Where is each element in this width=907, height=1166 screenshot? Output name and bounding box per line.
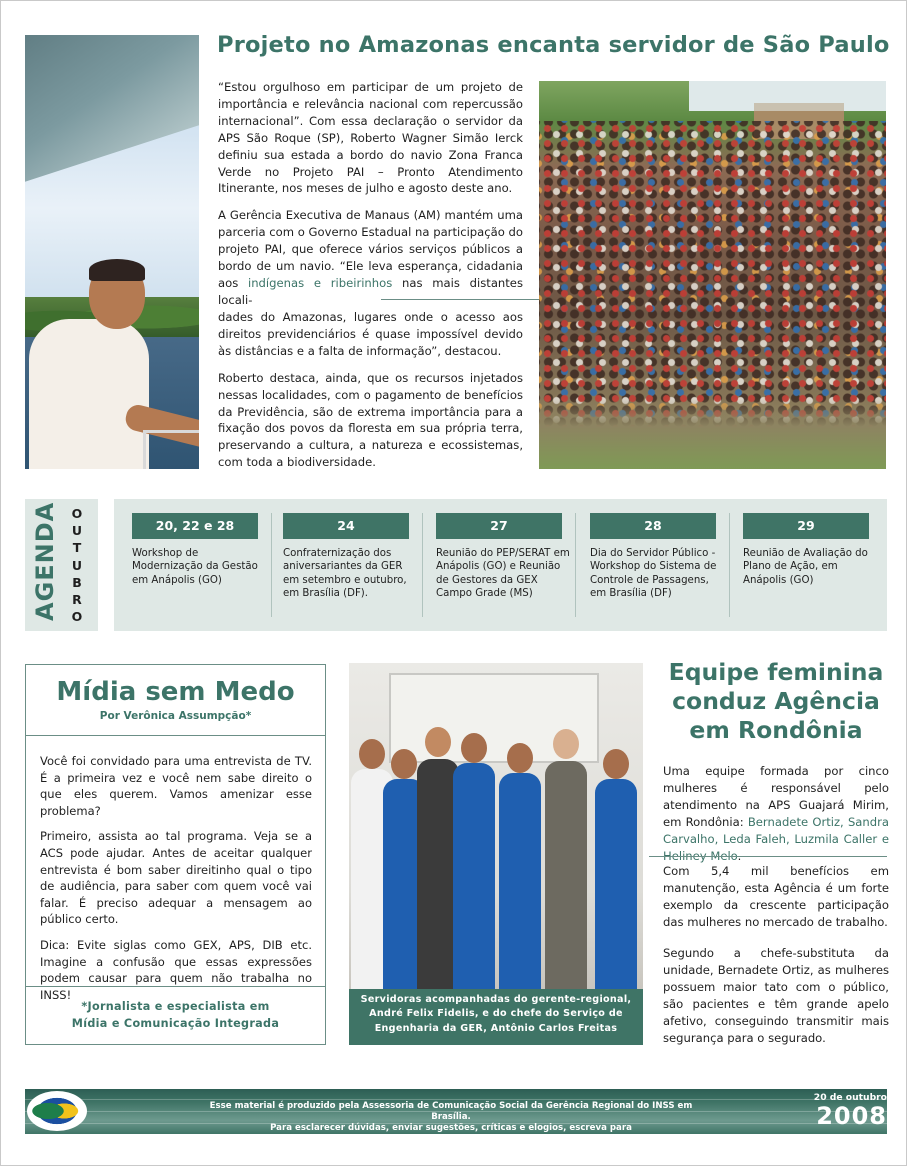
equipe-paragraph-3: Segundo a chefe-substituta da unidade, Bernadete Ortiz, as mulheres possuem maior tato com o público, são pacientes e têm grande apelo afetivo, conseguindo transmitir mais segurança para o segurado. bbox=[663, 946, 889, 1045]
agenda-event bbox=[743, 513, 877, 587]
equipe-p1-end: . bbox=[737, 848, 742, 863]
column-footnote bbox=[26, 998, 325, 1032]
agenda-event-date: 24 bbox=[283, 513, 409, 539]
agenda-event-date: 20, 22 e 28 bbox=[132, 513, 258, 539]
month-letter: U bbox=[71, 523, 83, 539]
month-letter: B bbox=[72, 574, 82, 590]
agenda-event bbox=[436, 513, 570, 601]
photo-roberto-on-boat bbox=[25, 35, 199, 469]
agenda-separator bbox=[729, 513, 730, 617]
photo-crowd-riverside bbox=[539, 81, 886, 469]
caption-line: Servidoras acompanhadas do gerente-regional, bbox=[360, 994, 632, 1005]
agenda-separator bbox=[575, 513, 576, 617]
highlight-indigenas: indígenas e ribeirinhos bbox=[247, 275, 393, 290]
agenda-event-desc: Confraternização dos aniversariantes da GER em setembro e outubro, em Brasília (DF). bbox=[283, 548, 407, 600]
equipe-p1-text: Uma equipe formada por cinco mulheres é responsável pelo atendimento na APS Guajará Mirim, em Rondônia: bbox=[663, 764, 889, 829]
agenda-event-date: 29 bbox=[743, 513, 869, 539]
divider-line bbox=[26, 986, 325, 987]
edition-date: 20 de outubro bbox=[813, 1092, 887, 1103]
agenda-separator bbox=[422, 513, 423, 617]
agenda-event-desc: Dia do Servidor Público - Workshop do Sistema de Controle de Passagens, em Brasília (DF) bbox=[590, 548, 717, 600]
article-body-top bbox=[218, 79, 523, 319]
article-body-bottom bbox=[218, 309, 523, 481]
article-title: Projeto no Amazonas encanta servidor de São Paulo bbox=[217, 32, 890, 58]
agenda-event bbox=[283, 513, 417, 601]
photo-group-image bbox=[349, 663, 643, 989]
column-title: Mídia sem Medo bbox=[56, 677, 295, 707]
equipe-title-line: em Rondônia bbox=[689, 716, 863, 744]
divider-line bbox=[381, 299, 539, 300]
equipe-paragraph-2: Com 5,4 mil benefícios em manutenção, esta Agência é um forte exemplo da crescente participação das mulheres no mercado de trabalho. bbox=[663, 864, 889, 929]
agenda-separator bbox=[271, 513, 272, 617]
divider-line bbox=[26, 735, 325, 736]
equipe-names-highlight: Bernadete Ortiz, Sandra Carvalho, Leda Faleh, Luzmila Caller e Heliney Melo bbox=[663, 814, 889, 863]
agenda-label: AGENDA bbox=[31, 501, 59, 621]
equipe-title bbox=[663, 658, 889, 745]
inss-logo-icon bbox=[27, 1091, 87, 1131]
agenda-event-desc: Workshop de Modernização da Gestão em Anápolis (GO) bbox=[132, 548, 258, 586]
article-paragraph-1: “Estou orgulhoso em participar de um projeto de importância e relevância nacional com repercussão internacional”. Com essa declaração o servidor da APS São Roque (SP), Roberto Wagner Simão Ierck definiu sua estada a bordo do navio Zona Franca Verde no Projeto PAI – Pronto Atendimento Itinerante, nos meses de julho e agosto deste ano. bbox=[218, 80, 523, 196]
caption-line: Engenharia da GER, Antônio Carlos Freitas bbox=[374, 1022, 618, 1034]
column-body bbox=[40, 753, 312, 1012]
article-paragraph-2-text: A Gerência Executiva de Manaus (AM) mantém uma parceria com o Governo Estadual na participação do projeto PAI, que oferece vários serviços públicos a bordo de um navio. “Ele leva esperança, cidadania aos bbox=[218, 208, 523, 290]
footer-line: Esse material é produzido pela Assessoria de Comunicação Social da Gerência Regional do INSS em Brasília. bbox=[209, 1101, 693, 1122]
column-paragraph-3: Dica: Evite siglas como GEX, APS, DIB etc. Imagine a confusão que essas expressões podem causar para quem não trabalha no INSS! bbox=[40, 937, 312, 1002]
equipe-title-line: Equipe feminina bbox=[668, 658, 884, 686]
month-letter: O bbox=[71, 506, 83, 521]
equipe-paragraph-1 bbox=[663, 763, 889, 864]
month-letter: R bbox=[72, 592, 82, 608]
article-paragraph-4: Roberto destaca, ainda, que os recursos injetados nessas localidades, com o pagamento de benefícios da Previdência, são de extrema importância para a fixação dos povos da floresta em sua própria terra, preservando a cultura, a natureza e ecossistemas, com toda a biodiversidade. bbox=[218, 370, 523, 470]
agenda-event bbox=[590, 513, 724, 601]
footer-credits bbox=[191, 1101, 711, 1145]
month-letter: O bbox=[71, 609, 83, 625]
column-midia-sem-medo bbox=[25, 664, 326, 1045]
agenda-event-date: 27 bbox=[436, 513, 562, 539]
equipe-title-line: conduz Agência bbox=[672, 687, 880, 715]
photo-caption bbox=[349, 993, 643, 1036]
column-paragraph-2: Primeiro, assista ao tal programa. Veja se a ACS pode ajudar. Antes de aceitar qualquer entrevista é bom saber direitinho qual o tipo de audiência, para saber com quem você vai falar. É preciso adequar a mensagem ao público certo. bbox=[40, 829, 312, 927]
agenda-event-desc: Reunião do PEP/SERAT em Anápolis (GO) e Reunião de Gestores da GEX Campo Grade (MS) bbox=[436, 548, 570, 600]
divider-line bbox=[649, 856, 887, 857]
agenda-month bbox=[69, 505, 85, 625]
edition-number: Edição nº 16 bbox=[816, 1079, 887, 1090]
column-byline: Por Verônica Assumpção* bbox=[99, 710, 252, 722]
agenda-event-desc: Reunião de Avaliação do Plano de Ação, em Anápolis (GO) bbox=[743, 548, 868, 586]
article-paragraph-2-end: nas mais distantes locali- bbox=[218, 275, 523, 307]
photo-group-servidoras bbox=[349, 663, 643, 1045]
month-letter: T bbox=[72, 540, 82, 556]
agenda-event-date: 28 bbox=[590, 513, 716, 539]
footnote-line: *Jornalista e especialista em bbox=[81, 1000, 270, 1013]
edition-year: 2008 bbox=[816, 1102, 887, 1130]
month-letter: U bbox=[71, 557, 83, 573]
column-paragraph-1: Você foi convidado para uma entrevista de TV. É a primeira vez e você nem sabe direito o que eles querem. Vamos amenizar esse problema? bbox=[40, 754, 312, 818]
article-paragraph-2 bbox=[218, 207, 523, 308]
caption-line: André Felix Fidelis, e do chefe do Serviço de bbox=[369, 1008, 623, 1020]
footer-line: Para esclarecer dúvidas, enviar sugestões, críticas e elogios, escreva para acs.gerbrasilia@previdencia.gov.br bbox=[270, 1123, 632, 1144]
footnote-line: Mídia e Comunicação Integrada bbox=[71, 1017, 280, 1030]
article-paragraph-3: dades do Amazonas, lugares onde o acesso aos direitos previdenciários é quase impossível devido às distâncias e a falta de informação”, destacou. bbox=[218, 310, 523, 358]
agenda-event bbox=[132, 513, 266, 587]
